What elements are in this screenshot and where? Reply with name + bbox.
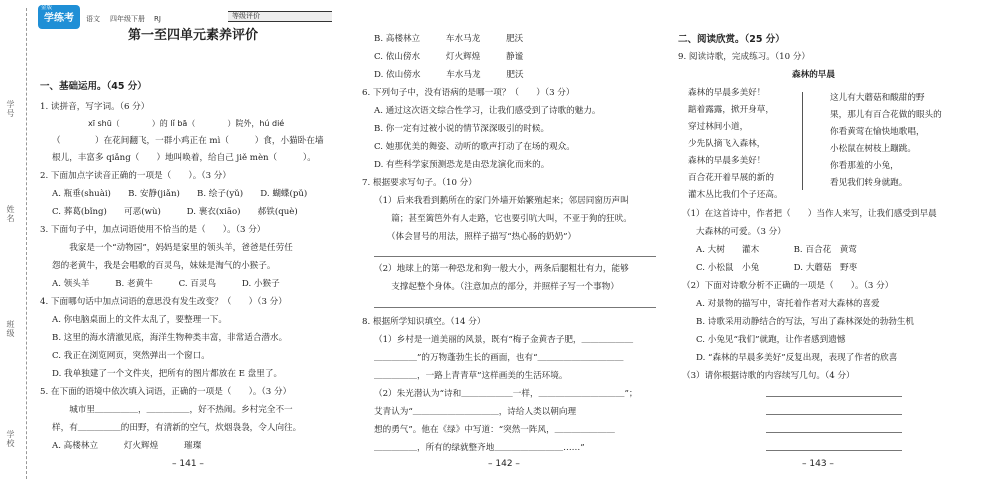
question-7: 7. 根据要求写句子。（10 分） [362, 178, 477, 188]
grade-evaluation-badge: 等级评价 [228, 11, 332, 22]
answer-line[interactable] [766, 432, 902, 433]
q5-passage-2: 样，有＿＿＿＿＿的田野，有清新的空气，炊烟袅袅，令人向往。 [52, 423, 302, 433]
poem-column-divider [802, 92, 803, 190]
poem-left-line: 穿过林间小道， [688, 122, 749, 132]
question-8: 8. 根据所学知识填空。（14 分） [362, 317, 486, 327]
cut-line [26, 8, 27, 479]
question-2: 2. 下面加点字读音正确的一项是（ ）。（3 分） [40, 171, 232, 181]
answer-line[interactable] [766, 396, 902, 397]
q4-option-b: B. 这里的海水清澈见底，海洋生物种类丰富，非常适合潜水。 [52, 333, 288, 343]
header-edition: RJ [154, 15, 161, 23]
q1-pinyin-line-1: xī shū（ ）的 lǐ bā（ ）院外，hú dié [88, 119, 285, 128]
q9-2-option-c: C. 小兔见“我们”就跑，让作者感到遗憾 [696, 335, 846, 345]
answer-line[interactable] [766, 414, 902, 415]
poem-left-line: 少先队摘飞入森林， [688, 139, 766, 149]
q7-2-line-2: 支撑起整个身体。（注意加点的部分，并照样子写一个事物） [374, 282, 619, 292]
q8-1-line-3: ＿＿＿＿＿，一路上青青草”这样画美的生活环境。 [374, 371, 568, 381]
q2-options-cd: C. 葬葛(bǐng) 可恶(wù) D. 裹衣(xiāo) 郝铁(què) [52, 207, 298, 217]
page-number: – 141 – [172, 459, 204, 469]
q9-2: （2）下面对诗歌分析不正确的一项是（ ）。（3 分） [682, 281, 894, 291]
margin-label-class: 班级 [6, 320, 15, 338]
page-142 [352, 0, 664, 487]
q5-option-b: B. 高楼林立 车水马龙 肥沃 [374, 34, 524, 44]
q1-line-3: 根儿，丰富多 qiǎng（ ）地叫唤着，给自己 jiě mèn（ ）。 [52, 153, 316, 163]
q7-1-line-1: （1）后来我看到鹅所在的家门外墙开始繁殖起来；邻居同窗历声叫 [374, 196, 629, 206]
poem-left-line: 百合花开着早展的新的 [688, 173, 774, 183]
q9-1-options-cd: C. 小松鼠 小兔 D. 大蘑菇 野枣 [696, 263, 858, 273]
q8-2-line-4: ＿＿＿＿＿，所有的绿就整齐地＿＿＿＿＿＿＿＿……” [374, 443, 585, 453]
poem-left-line: 踮着露露，掀开身草， [688, 105, 774, 115]
q8-1-line-1: （1）乡村是一道美丽的风景，既有“梅子金黄杏子肥，＿＿＿＿＿＿ [374, 335, 634, 345]
poem-left-line: 灌木丛比我们个子还高。 [688, 190, 783, 200]
q1-line-2: （ ）在花间翻飞，一群小鸡正在 mì（ ）食，小猫卧在墙 [52, 136, 324, 146]
section-basic-heading: 一、基础运用。（45 分） [40, 81, 147, 92]
header-subject: 语文 [86, 15, 100, 23]
q7-1-line-3: （体会冒号的用法，照样子描写“热心肠的奶奶”） [374, 232, 577, 242]
q7-2-line-1: （2）地球上的第一种恐龙和狗一般大小，两条后腿粗壮有力，能够 [374, 264, 629, 274]
poem-right-line: 这儿有大蘑菇和酸甜的野 [830, 93, 925, 103]
q9-2-option-a: A. 对景物的描写中，寄托着作者对大森林的喜爱 [696, 299, 880, 309]
poem-right-line: 果，那儿有百合花做的眼头的 [830, 110, 942, 120]
answer-line[interactable] [374, 256, 656, 257]
page-143 [674, 0, 1000, 487]
question-6: 6. 下列句子中，没有语病的是哪一项？（ ）（3 分） [362, 88, 575, 98]
q9-2-option-d: D. “森林的早晨多美好”反复出现，表现了作者的欣喜 [696, 353, 898, 363]
answer-line[interactable] [766, 450, 902, 451]
question-5: 5. 在下面的语境中依次填入词语，正确的一项是（ ）。（3 分） [40, 387, 292, 397]
q5-passage-1: 城市里＿＿＿＿＿，＿＿＿＿＿，好不热闹。乡村完全不一 [52, 405, 293, 415]
poem-title: 森林的早晨 [792, 70, 835, 80]
q4-option-d: D. 我单独建了一个文件夹，把所有的图片都放在 E 盘里了。 [52, 369, 283, 379]
q7-1-line-2: 篇；甚至篱笆外有人走路，它也要引吭大叫，不亚于狗的狂吠。 [374, 214, 632, 224]
q3-passage-1: 我家是一个“动物园”，妈妈是家里的领头羊，爸爸是任劳任 [52, 243, 293, 253]
q2-options-ab: A. 瓶垂(shuài) B. 安静(jiǎn) B. 绘子(yǔ) D. 蝴蝶(pǔ) [52, 189, 308, 199]
page-number: – 142 – [488, 459, 520, 469]
q8-2-line-3: 想的勇气”。他在《绿》中写道：“突然一阵风，＿＿＿＿＿＿＿ [374, 425, 615, 435]
q5-option-a: A. 高楼林立 灯火辉煌 璀璨 [52, 441, 202, 451]
q9-1-line-1: （1）在这首诗中，作者把（ ）当作人来写，让我们感受到早晨 [682, 209, 937, 219]
margin-label-name: 姓名 [6, 205, 15, 223]
margin-label-school: 学校 [6, 430, 15, 448]
page-number: – 143 – [802, 459, 834, 469]
question-1: 1. 读拼音，写字词。（6 分） [40, 102, 150, 112]
poem-left-line: 森林的早晨多美好！ [688, 156, 766, 166]
margin-label-student-id: 学号 [6, 100, 15, 118]
q9-1-options-ab: A. 大树 灌木 B. 百合花 黄莺 [696, 245, 857, 255]
question-3: 3. 下面句子中，加点词语使用不恰当的是（ ）。（3 分） [40, 225, 266, 235]
binding-margin [0, 0, 32, 487]
page-title: 第一至四单元素养评价 [128, 28, 259, 43]
poem-right-line: 你看黄莺在愉快地歌唱， [830, 127, 925, 137]
answer-line[interactable] [374, 307, 656, 308]
q4-option-c: C. 我正在浏览网页，突然弹出一个窗口。 [52, 351, 210, 361]
q6-option-a: A. 通过这次语文综合性学习，让我们感受到了诗歌的魅力。 [374, 106, 601, 116]
brand-logo: 金版 学练考 [38, 5, 80, 29]
q8-2-line-1: （2）朱光潜认为“诗和＿＿＿＿＿＿一样，＿＿＿＿＿＿＿＿＿＿”； [374, 389, 638, 399]
q6-option-b: B. 你一定有过被小说的情节深深吸引的时候。 [374, 124, 550, 134]
header-grade: 四年级下册 [110, 15, 145, 23]
q3-passage-2: 怨的老黄牛，我是会唱歌的百灵鸟，妹妹是淘气的小猴子。 [52, 261, 276, 271]
q5-option-d: D. 依山傍水 车水马龙 肥沃 [374, 70, 524, 80]
q3-options: A. 领头羊 B. 老黄牛 C. 百灵鸟 D. 小猴子 [52, 279, 280, 289]
q4-option-a: A. 你电脑桌面上的文件太乱了，要整理一下。 [52, 315, 227, 325]
q8-2-line-2: 艾青认为“＿＿＿＿＿＿＿＿＿＿，诗给人类以朝向理 [374, 407, 577, 417]
q9-1-line-2: 大森林的可爱。（3 分） [696, 227, 786, 237]
q8-1-line-2: ＿＿＿＿＿”的万物蓬勃生长的画面，也有“＿＿＿＿＿＿＿＿＿＿ [374, 353, 624, 363]
poem-right-line: 看见我们转身就跑。 [830, 178, 908, 188]
question-4: 4. 下面哪句话中加点词语的意思没有发生改变？（ ）（3 分） [40, 297, 287, 307]
q6-option-d: D. 有些科学家预测恐龙是由恐龙演化而来的。 [374, 160, 550, 170]
poem-right-line: 你看那羞的小兔， [830, 161, 899, 171]
question-9: 9. 阅读诗歌，完成练习。（10 分） [678, 52, 811, 62]
section-reading-heading: 二、阅读欣赏。（25 分） [678, 34, 785, 45]
poem-left-line: 森林的早晨多美好！ [688, 88, 766, 98]
q9-2-option-b: B. 诗歌采用动静结合的写法，写出了森林深处的勃勃生机 [696, 317, 915, 327]
page-141 [0, 0, 338, 487]
q9-3: （3）请你根据诗歌的内容续写几句。（4 分） [682, 371, 855, 381]
poem-right-line: 小松鼠在树枝上蹦跳。 [830, 144, 916, 154]
q6-option-c: C. 她那优美的舞姿、动听的歌声打动了在场的观众。 [374, 142, 575, 152]
q5-option-c: C. 依山傍水 灯火辉煌 静谧 [374, 52, 524, 62]
